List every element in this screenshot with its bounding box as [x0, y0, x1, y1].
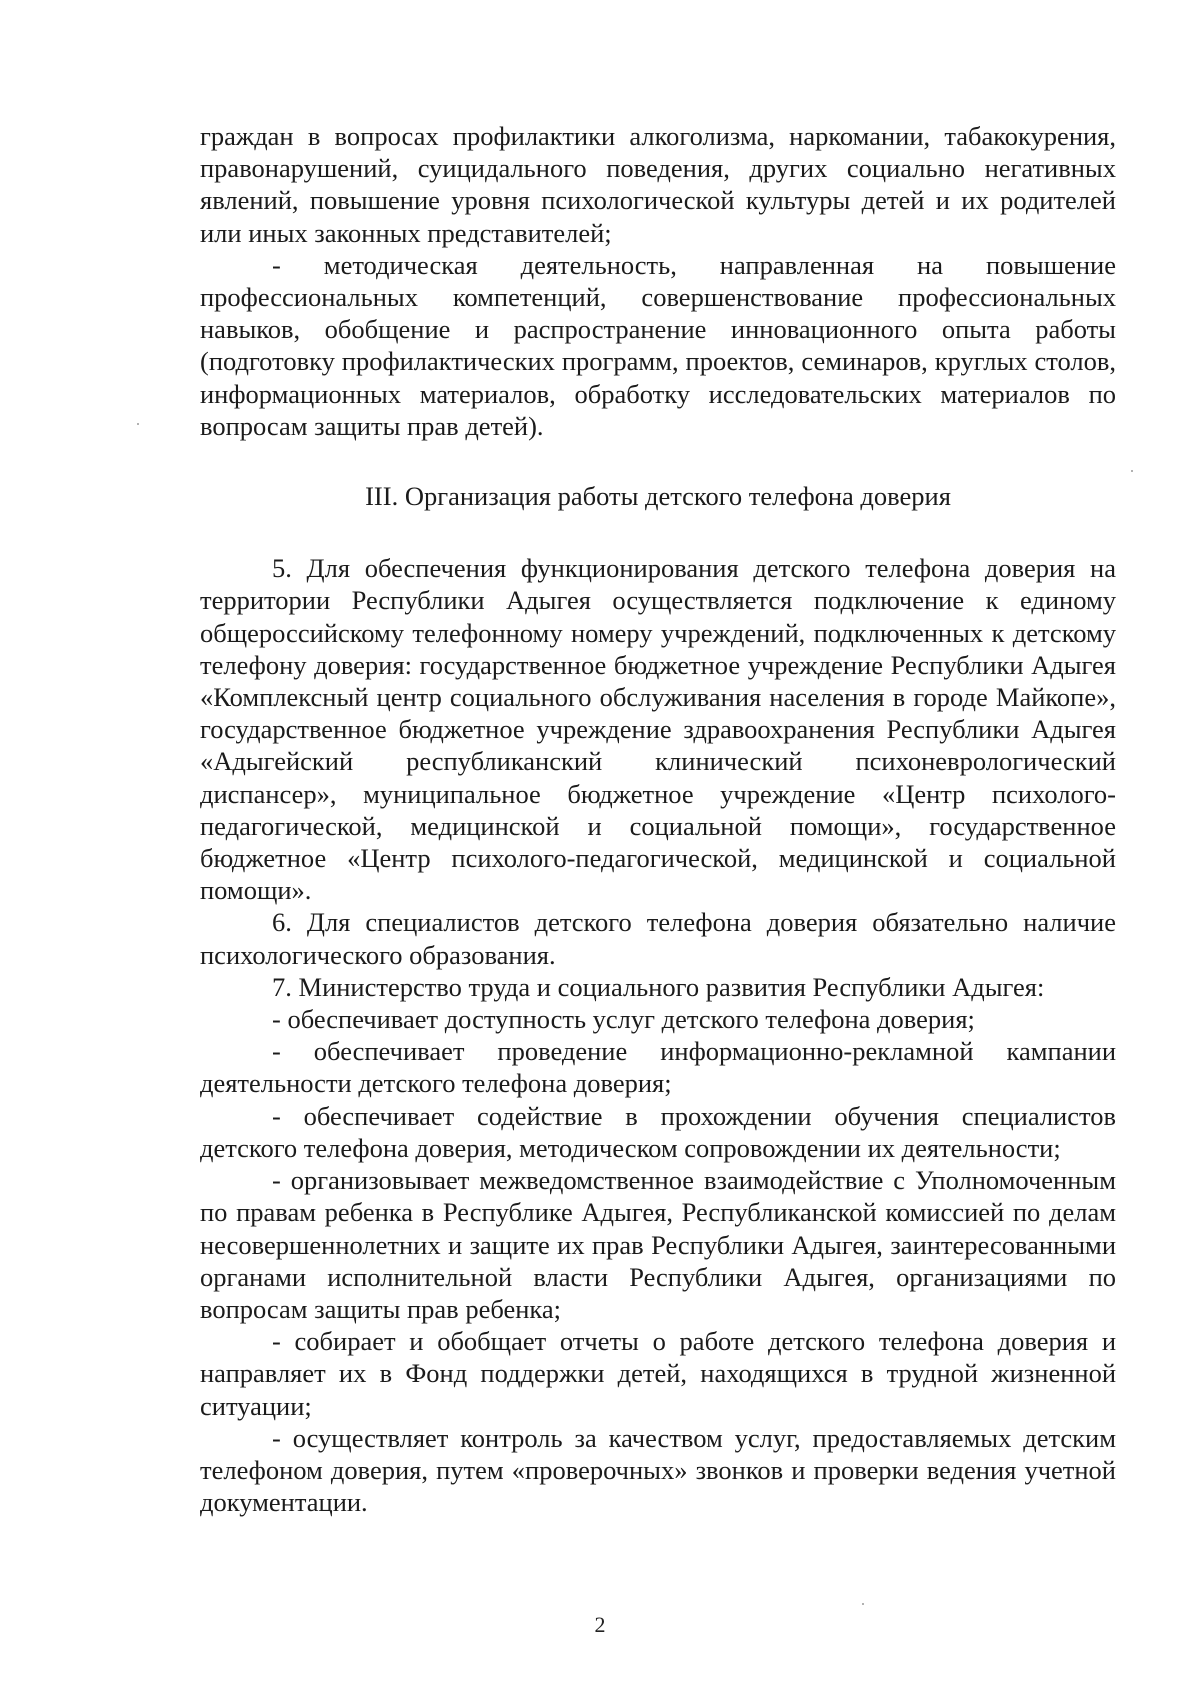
list-item-training: - обеспечивает содействие в прохождении обучения специалистов детского телефона доверия, методическом сопровождении их деятельности;: [200, 1100, 1116, 1163]
scan-speck: [862, 1603, 864, 1605]
document-body: [200, 120, 1116, 1518]
scan-speck: [1131, 470, 1133, 472]
list-item-advertising-campaign: - обеспечивает проведение информационно-рекламной кампании деятельности детского телефона доверия;: [200, 1036, 1116, 1099]
list-item-interagency-cooperation: - организовывает межведомственное взаимодействие с Уполномоченным по правам ребенка в Республике Адыгея, Республиканской комиссией по делам несовершеннолетних и защите их прав Республики Адыгея, заинтересованными органами исполнительной власти Республики Адыгея, организациями по вопросам защиты прав ребенка;: [200, 1165, 1116, 1324]
paragraph-item-5: 5. Для обеспечения функционирования детского телефона доверия на территории Республики Адыгея осуществляется подключение к единому общероссийскому телефонному номеру учреждений, подключенных к детскому телефону доверия: государственное бюджетное учреждение Республики Адыгея «Комплексный центр социального обслуживания населения в городе Майкопе», государственное бюджетное учреждение здравоохранения Республики Адыгея «Адыгейский республиканский клинический психоневрологический диспансер», муниципальное бюджетное учреждение «Центр психолого-педагогической, медицинской и социальной помощи», государственное бюджетное «Центр психолого-педагогической, медицинской и социальной помощи».: [200, 553, 1116, 906]
page-number: 2: [594, 1612, 606, 1637]
paragraph-item-7: 7. Министерство труда и социального развития Республики Адыгея:: [272, 971, 1045, 1002]
list-item-reports: - собирает и обобщает отчеты о работе детского телефона доверия и направляет их в Фонд поддержки детей, находящихся в трудной жизненной ситуации;: [200, 1326, 1116, 1421]
section-heading: III. Организация работы детского телефона доверия: [365, 481, 951, 512]
paragraph-item-6: 6. Для специалистов детского телефона доверия обязательно наличие психологического образования.: [200, 907, 1116, 970]
paragraph-methodical-activity: - методическая деятельность, направленная на повышение профессиональных компетенций, совершенствование профессиональных навыков, обобщение и распространение инновационного опыта работы (подготовку профилактических программ, проектов, семинаров, круглых столов, информационных материалов, обработку исследовательских материалов по вопросам защиты прав детей).: [200, 249, 1116, 441]
scan-speck: [137, 423, 139, 425]
list-item-quality-control: - осуществляет контроль за качеством услуг, предоставляемых детским телефоном доверия, путем «проверочных» звонков и проверки ведения учетной документации.: [200, 1422, 1116, 1518]
list-item-availability: - обеспечивает доступность услуг детского телефона доверия;: [272, 1004, 975, 1035]
paragraph-citizens-prevention: граждан в вопросах профилактики алкоголизма, наркомании, табакокурения, правонарушений, суицидального поведения, других социально негативных явлений, повышение уровня психологической культуры детей и их родителей или иных законных представителей;: [200, 121, 1116, 248]
